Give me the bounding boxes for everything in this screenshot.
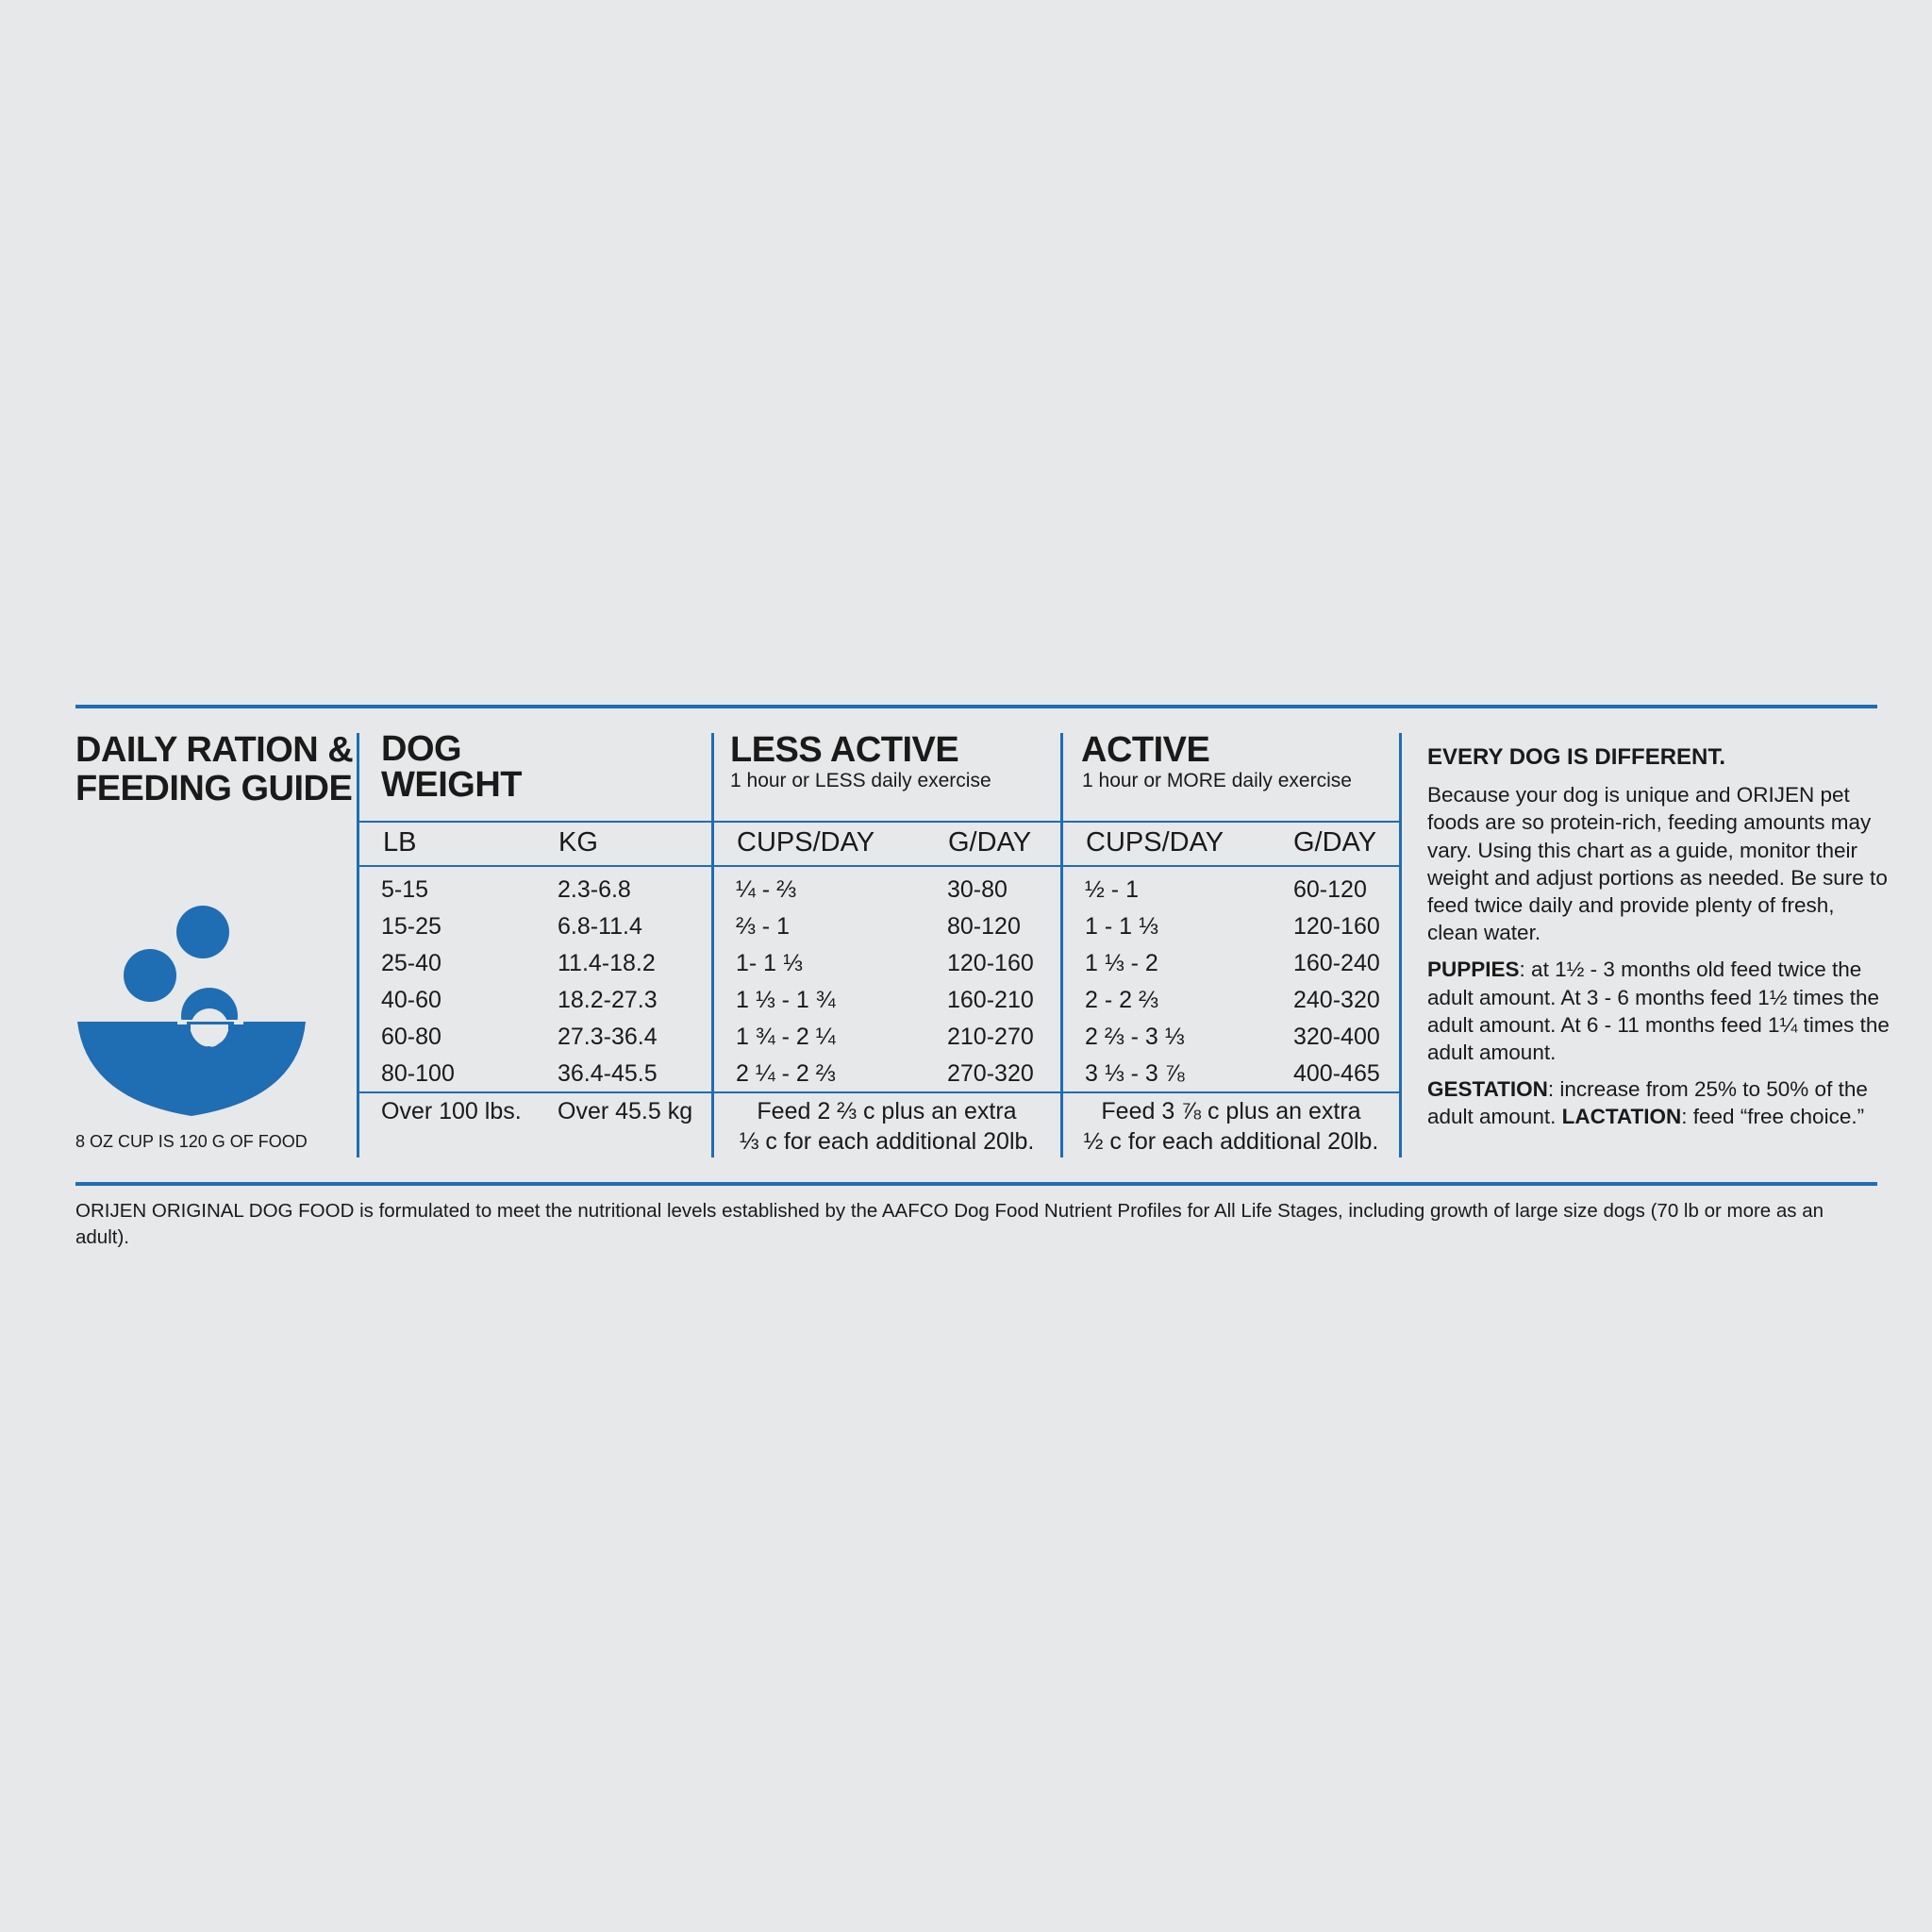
puppies-text: : at 1½ - 3 months old feed twice the adult amount. At 3 - 6 months feed 1½ times the adult amount. At 6 - 11 months feed 1¼ times the adult amount.	[1427, 958, 1890, 1065]
aafco-disclaimer: ORIJEN ORIGINAL DOG FOOD is formulated to meet the nutritional levels established by the AAFCO Dog Food Nutrient Profiles for All Life Stages, including growth of large size dogs (70 lb or more as an adult).	[75, 1200, 1824, 1248]
food-bowl-icon	[75, 901, 311, 1127]
less-active-cups-cell: ⅔ - 1	[736, 913, 790, 940]
active-cups-cell: 2 - 2 ⅔	[1085, 987, 1158, 1013]
lb-cell: 5-15	[381, 876, 429, 903]
active-g-header: G/DAY	[1293, 827, 1377, 858]
less-active-cups-cell: 1- 1 ⅓	[736, 950, 803, 976]
header-separator	[358, 821, 1400, 823]
subheader-separator	[358, 865, 1400, 867]
kg-cell: 6.8-11.4	[558, 913, 642, 940]
kg-cell: 36.4-45.5	[558, 1060, 658, 1087]
gestation-note	[1427, 1075, 1890, 1130]
dog-weight-line-2: WEIGHT	[381, 765, 522, 805]
divider-less-active	[711, 733, 714, 1158]
active-cups-header: CUPS/DAY	[1086, 827, 1224, 858]
top-divider-rule	[75, 705, 1877, 708]
less-active-cups-cell: ¼ - ⅔	[736, 876, 796, 903]
over-kg-cell: Over 45.5 kg	[558, 1098, 693, 1124]
active-cups-cell: 1 ⅓ - 2	[1085, 950, 1158, 976]
notes-body: Because your dog is unique and ORIJEN pet foods are so protein-rich, feeding amounts may vary. Using this chart as a guide, monitor their weight and adjust portions as needed. Be sure to feed twice daily and provide plenty of fresh, clean water.	[1427, 783, 1888, 945]
divider-dog-weight	[357, 733, 359, 1158]
kg-cell: 11.4-18.2	[558, 950, 656, 976]
over-row-separator	[358, 1091, 1400, 1093]
dog-weight-line-1: DOG	[381, 729, 462, 769]
less-active-extra-line-1: Feed 2 ⅔ c plus an extra	[757, 1098, 1017, 1124]
active-g-cell: 240-320	[1293, 987, 1380, 1013]
active-cups-cell: 1 - 1 ⅓	[1085, 913, 1158, 940]
title-line-1: DAILY RATION &	[75, 730, 354, 770]
lb-cell: 15-25	[381, 913, 441, 940]
divider-notes	[1399, 733, 1402, 1158]
feeding-guide-title	[75, 731, 353, 808]
active-extra-line-2: ½ c for each additional 20lb.	[1083, 1128, 1379, 1155]
lactation-label: LACTATION	[1561, 1105, 1682, 1129]
lb-cell: 25-40	[381, 950, 441, 976]
less-active-heading: LESS ACTIVE	[730, 730, 959, 770]
gestation-label: GESTATION	[1427, 1077, 1548, 1102]
active-cups-cell: 3 ⅓ - 3 ⅞	[1085, 1060, 1185, 1087]
less-active-g-cell: 120-160	[947, 950, 1034, 976]
less-active-g-cell: 270-320	[947, 1060, 1034, 1087]
less-active-g-cell: 80-120	[947, 913, 1021, 940]
active-extra-note	[1063, 1096, 1399, 1157]
active-g-cell: 120-160	[1293, 913, 1380, 940]
active-heading: ACTIVE	[1081, 730, 1210, 770]
less-active-g-header: G/DAY	[948, 827, 1032, 858]
less-active-g-cell: 210-270	[947, 1024, 1034, 1050]
lb-column-header: LB	[383, 827, 417, 858]
active-extra-line-1: Feed 3 ⅞ c plus an extra	[1101, 1098, 1361, 1124]
less-active-subtitle: 1 hour or LESS daily exercise	[730, 770, 991, 791]
lb-cell: 40-60	[381, 987, 441, 1013]
less-active-g-cell: 30-80	[947, 876, 1008, 903]
kg-cell: 18.2-27.3	[558, 987, 658, 1013]
less-active-extra-line-2: ⅓ c for each additional 20lb.	[739, 1128, 1035, 1155]
lb-cell: 80-100	[381, 1060, 455, 1087]
less-active-cups-cell: 2 ¼ - 2 ⅔	[736, 1060, 836, 1087]
gestation-text: : increase from 25% to 50% of the adult amount.	[1427, 1077, 1868, 1129]
active-cups-cell: ½ - 1	[1085, 876, 1139, 903]
active-cups-cell: 2 ⅔ - 3 ⅓	[1085, 1024, 1185, 1050]
kg-column-header: KG	[558, 827, 598, 858]
puppies-note	[1427, 956, 1890, 1066]
notes-heading: EVERY DOG IS DIFFERENT.	[1427, 744, 1726, 770]
lactation-text: : feed “free choice.”	[1681, 1105, 1865, 1129]
over-lb-cell: Over 100 lbs.	[381, 1098, 522, 1124]
less-active-cups-cell: 1 ¾ - 2 ¼	[736, 1024, 836, 1050]
active-g-cell: 320-400	[1293, 1024, 1380, 1050]
lb-cell: 60-80	[381, 1024, 441, 1050]
title-line-2: FEEDING GUIDE	[75, 769, 353, 808]
active-g-cell: 400-465	[1293, 1060, 1380, 1087]
active-g-cell: 60-120	[1293, 876, 1367, 903]
kg-cell: 2.3-6.8	[558, 876, 631, 903]
bottom-divider-rule	[75, 1182, 1877, 1186]
less-active-cups-header: CUPS/DAY	[737, 827, 875, 858]
active-subtitle: 1 hour or MORE daily exercise	[1082, 770, 1352, 791]
active-g-cell: 160-240	[1293, 950, 1380, 976]
divider-active	[1060, 733, 1063, 1158]
puppies-label: PUPPIES	[1427, 958, 1520, 982]
less-active-extra-note	[714, 1096, 1059, 1157]
cup-conversion-note: 8 OZ CUP IS 120 G OF FOOD	[75, 1132, 308, 1151]
dog-weight-heading	[381, 731, 522, 803]
less-active-g-cell: 160-210	[947, 987, 1034, 1013]
feeding-notes-panel	[1427, 743, 1890, 1141]
kg-cell: 27.3-36.4	[558, 1024, 658, 1050]
less-active-cups-cell: 1 ⅓ - 1 ¾	[736, 987, 836, 1013]
